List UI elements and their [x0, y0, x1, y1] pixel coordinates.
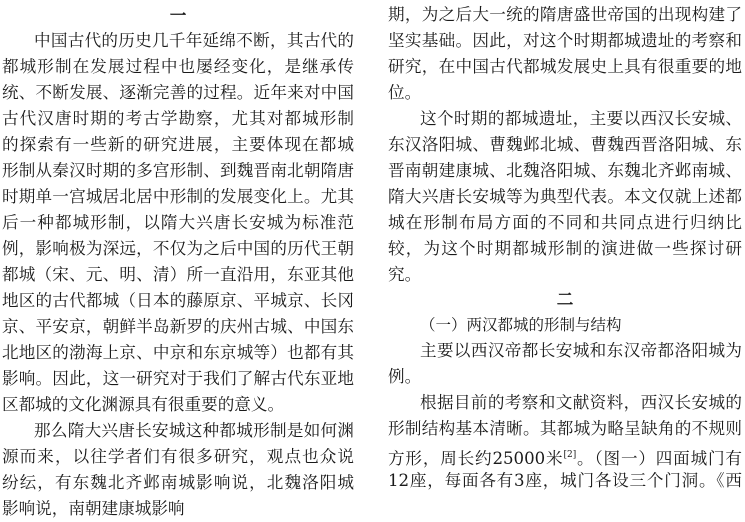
- paragraph-line: 时期单一宫城居北居中形制的发展变化上。尤其: [2, 187, 354, 206]
- paragraph-line: 影响。因此，这一研究对于我们了解古代东亚地: [2, 369, 354, 388]
- paragraph-line: 的探索有一些新的研究进展，主要体现在都城: [2, 135, 354, 154]
- paragraph-line: 北地区的渤海上京、中京和东京城等）也都有其: [2, 343, 354, 362]
- text-run: 方形，周长约25000米: [388, 449, 564, 468]
- paragraph-line: 12座，每面各有3座，城门各设三个门洞。《西: [388, 471, 742, 490]
- paragraph-line: 根据目前的考察和文献资料，西汉长安城的: [420, 393, 742, 412]
- paragraph-line: 城在形制布局方面的不同和共同点进行归纳比: [388, 213, 742, 232]
- section-heading-1: 一: [169, 5, 187, 25]
- paragraph-line: 形制结构基本清晰。其都城为略呈缺角的不规则: [388, 419, 742, 438]
- paragraph-line: [388, 442, 742, 468]
- paragraph-line: 这个时期的都城遗址，主要以西汉长安城、: [420, 109, 742, 128]
- paragraph-line: 区都城的文化渊源具有很重要的意义。: [2, 395, 285, 414]
- paragraph-line: 形制从秦汉时期的多宫形制、到魏晋南北朝隋唐: [2, 161, 354, 180]
- paragraph-line: 究。: [388, 265, 422, 284]
- subsection-heading: （一）两汉都城的形制与结构: [420, 316, 622, 334]
- paragraph-line: 东汉洛阳城、曹魏邺北城、曹魏西晋洛阳城、东: [388, 135, 742, 154]
- paragraph-line: 古代汉唐时期的考古学勘察，尤其对都城形制: [2, 109, 354, 128]
- paragraph-line: 地区的古代都城（日本的藤原京、平城京、长冈: [2, 291, 354, 310]
- paragraph-line: 京、平安京，朝鲜半岛新罗的庆州古城、中国东: [2, 317, 354, 336]
- paragraph-line: 那么隋大兴唐长安城这种都城形制是如何渊: [34, 421, 354, 440]
- paragraph-line: 统、不断发展、逐渐完善的过程。近年来对中国: [2, 83, 354, 102]
- paragraph-line: 例。: [388, 367, 422, 386]
- paragraph-line: 位。: [388, 83, 422, 102]
- paragraph-line: 影响说，南朝建康城影响: [2, 499, 185, 518]
- paragraph-line: 坚实基础。因此，对这个时期都城遗址的考察和: [388, 31, 742, 50]
- text-run: 。（图一）四面城门有: [576, 449, 742, 468]
- section-heading-2: 二: [556, 289, 574, 309]
- paragraph-line: 主要以西汉帝都长安城和东汉帝都洛阳城为: [420, 341, 742, 360]
- paragraph-line: 期，为之后大一统的隋唐盛世帝国的出现构建了: [388, 5, 742, 24]
- paragraph-line: 较，为这个时期都城形制的演进做一些探讨研: [388, 239, 742, 258]
- paragraph-line: 都城（宋、元、明、清）所一直沿用，东亚其他: [2, 265, 354, 284]
- paragraph-line: 后一种都城形制，以隋大兴唐长安城为标准范: [2, 213, 354, 232]
- paragraph-line: 晋南朝建康城、北魏洛阳城、东魏北齐邺南城、: [388, 161, 742, 180]
- paragraph-line: 都城形制在发展过程中也屡经变化，是继承传: [2, 57, 354, 76]
- paragraph-line: 例，影响极为深远，不仅为之后中国的历代王朝: [2, 239, 354, 258]
- paragraph-line: 中国古代的历史几千年延绵不断，其古代的: [34, 31, 354, 50]
- paragraph-line: 纷纭，有东魏北齐邺南城影响说，北魏洛阳城: [2, 473, 354, 492]
- paragraph-line: 研究，在中国古代都城发展史上具有很重要的地: [388, 57, 742, 76]
- footnote-ref[interactable]: [2]: [563, 450, 577, 460]
- paragraph-line: 隋大兴唐长安城等为典型代表。本文仅就上述都: [388, 187, 742, 206]
- paragraph-line: 源而来，以往学者们有很多研究，观点也众说: [2, 447, 354, 466]
